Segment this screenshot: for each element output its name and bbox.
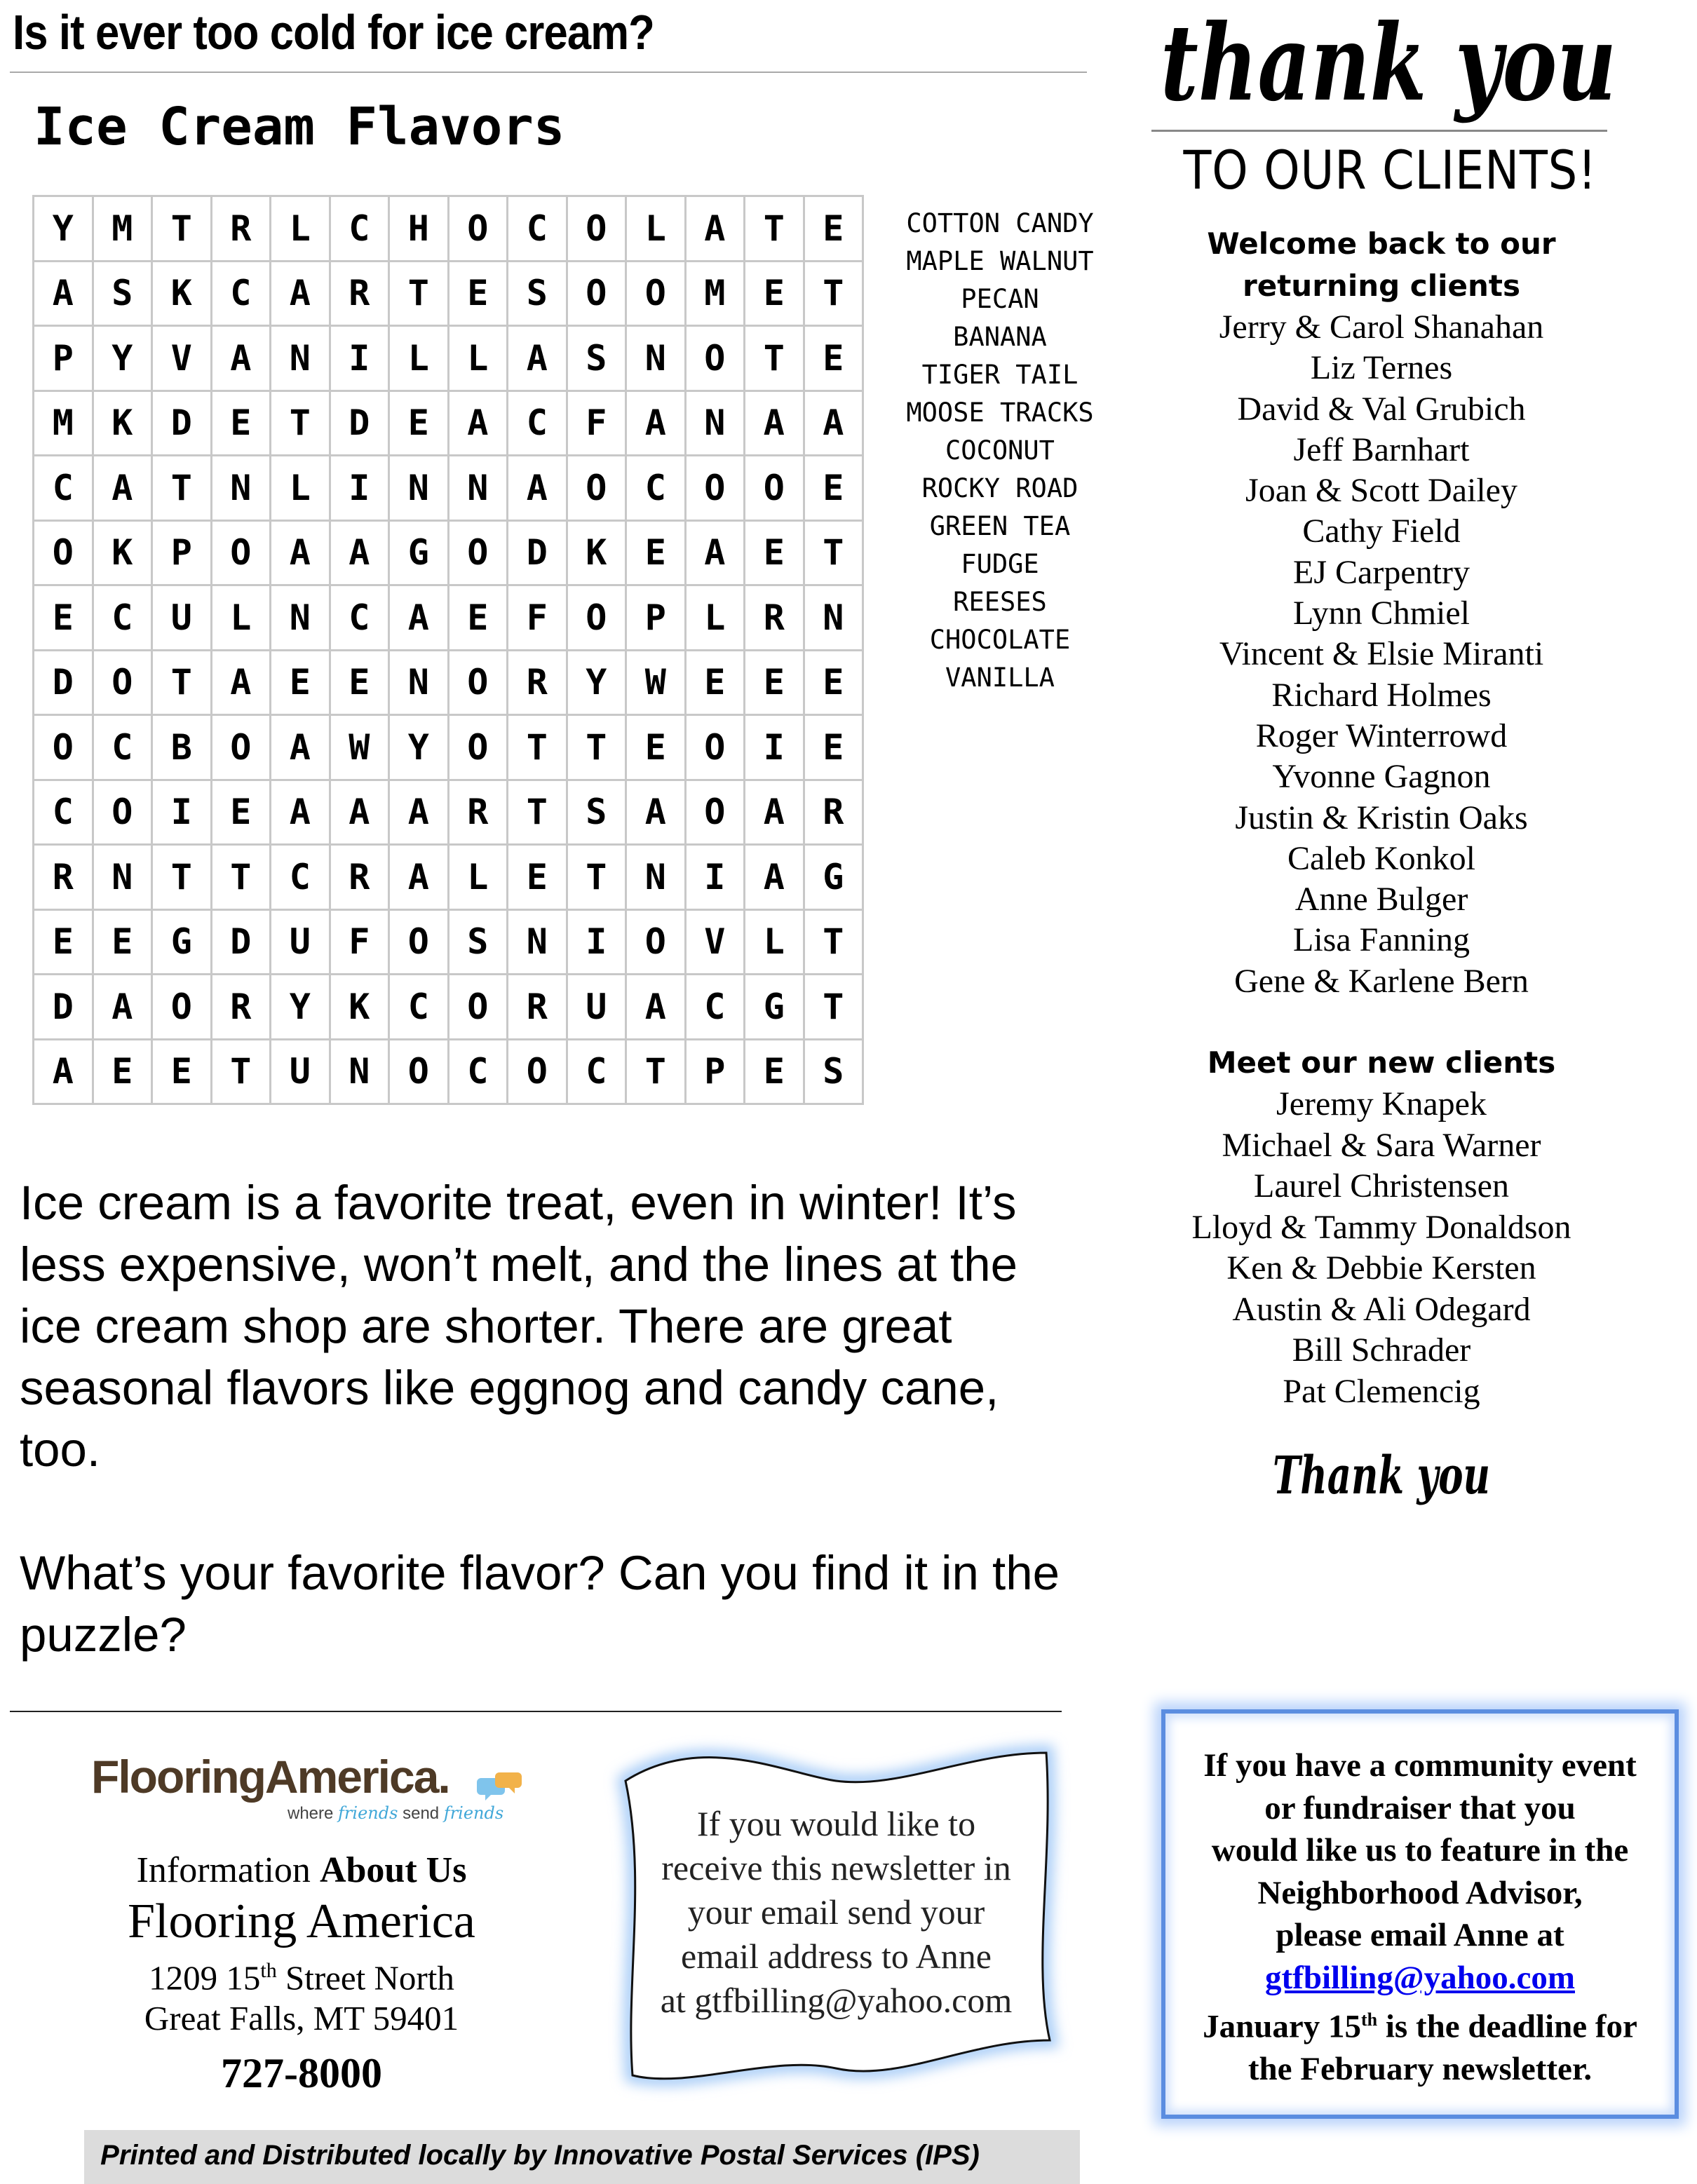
grid-cell: N: [627, 846, 687, 911]
grid-cell: L: [449, 846, 509, 911]
client-name: Justin & Kristin Oaks: [1235, 799, 1528, 836]
grid-cell: I: [331, 327, 391, 392]
grid-cell: O: [745, 456, 805, 522]
client-name: Ken & Debbie Kersten: [1226, 1249, 1536, 1287]
grid-cell: L: [745, 911, 805, 976]
grid-cell: D: [331, 392, 391, 457]
grid-cell: R: [805, 781, 865, 846]
newsletter-note-text: [635, 1802, 1038, 2023]
grid-cell: A: [449, 392, 509, 457]
grid-cell: C: [627, 456, 687, 522]
grid-cell: C: [508, 197, 568, 262]
grid-cell: O: [390, 911, 449, 976]
event-email-link[interactable]: gtfbilling@yahoo.com: [1265, 1959, 1575, 1996]
grid-cell: L: [687, 586, 746, 651]
grid-cell: O: [212, 716, 272, 781]
grid-cell: N: [94, 846, 154, 911]
grid-cell: C: [331, 197, 391, 262]
grid-cell: K: [568, 522, 628, 587]
grid-cell: S: [449, 911, 509, 976]
grid-cell: O: [568, 197, 628, 262]
grid-cell: T: [212, 1040, 272, 1106]
grid-cell: O: [390, 1040, 449, 1106]
grid-cell: A: [34, 262, 94, 327]
grid-cell: E: [508, 846, 568, 911]
grid-cell: E: [331, 651, 391, 717]
grid-cell: O: [34, 716, 94, 781]
note-line: email address to Anne: [681, 1937, 992, 1976]
grid-cell: U: [271, 1040, 331, 1106]
grid-cell: N: [271, 327, 331, 392]
grid-cell: E: [805, 456, 865, 522]
grid-cell: A: [390, 846, 449, 911]
grid-cell: Y: [271, 975, 331, 1040]
grid-cell: A: [627, 781, 687, 846]
grid-cell: N: [212, 456, 272, 522]
grid-cell: N: [331, 1040, 391, 1106]
grid-cell: A: [271, 781, 331, 846]
grid-cell: C: [34, 456, 94, 522]
note-line: receive this newsletter in: [661, 1848, 1011, 1887]
grid-cell: N: [271, 586, 331, 651]
grid-cell: A: [508, 456, 568, 522]
grid-cell: R: [331, 846, 391, 911]
event-line: would like us to feature in the: [1211, 1832, 1629, 1868]
intro-question: What’s your favorite flavor? Can you find it in the puzzle?: [20, 1546, 1060, 1662]
grid-cell: C: [508, 392, 568, 457]
grid-cell: L: [627, 197, 687, 262]
client-name: David & Val Grubich: [1237, 390, 1526, 428]
grid-cell: A: [745, 392, 805, 457]
returning-heading: Welcome back to our: [1207, 226, 1556, 261]
grid-cell: A: [745, 846, 805, 911]
grid-cell: T: [271, 392, 331, 457]
grid-cell: A: [331, 781, 391, 846]
grid-cell: V: [153, 327, 212, 392]
grid-cell: N: [390, 456, 449, 522]
grid-cell: O: [449, 716, 509, 781]
event-deadline: January 15th is the deadline for: [1203, 2008, 1637, 2045]
grid-cell: A: [212, 651, 272, 717]
headline-divider: [10, 72, 1087, 73]
grid-cell: E: [212, 392, 272, 457]
grid-cell: D: [508, 522, 568, 587]
client-name: Jeremy Knapek: [1276, 1085, 1487, 1122]
grid-cell: L: [212, 586, 272, 651]
grid-cell: A: [390, 586, 449, 651]
client-name: Joan & Scott Dailey: [1245, 472, 1517, 510]
grid-cell: C: [94, 586, 154, 651]
grid-cell: T: [153, 651, 212, 717]
business-address-line2: Great Falls, MT 59401: [144, 1999, 459, 2038]
word-item: BANANA: [953, 322, 1047, 352]
grid-cell: N: [687, 392, 746, 457]
grid-cell: O: [687, 716, 746, 781]
event-line: If you have a community event: [1203, 1747, 1637, 1784]
client-name: Pat Clemencig: [1283, 1372, 1480, 1410]
grid-cell: D: [212, 911, 272, 976]
grid-cell: R: [508, 651, 568, 717]
grid-cell: I: [568, 911, 628, 976]
grid-cell: E: [627, 522, 687, 587]
word-item: REESES: [953, 587, 1047, 617]
intro-text: [20, 1172, 1093, 1666]
new-clients-heading: Meet our new clients: [1207, 1045, 1556, 1080]
grid-cell: A: [331, 522, 391, 587]
word-item: MAPLE WALNUT: [906, 246, 1094, 276]
grid-cell: A: [271, 716, 331, 781]
grid-cell: O: [568, 262, 628, 327]
flooring-america-logo: [91, 1750, 540, 1834]
grid-cell: T: [153, 197, 212, 262]
grid-cell: R: [331, 262, 391, 327]
grid-cell: E: [805, 651, 865, 717]
grid-cell: A: [687, 197, 746, 262]
headline: Is it ever too cold for ice cream?: [13, 5, 654, 60]
grid-cell: E: [94, 911, 154, 976]
grid-cell: F: [568, 392, 628, 457]
grid-cell: G: [390, 522, 449, 587]
footer-text: Printed and Distributed locally by Innovative Postal Services (IPS): [100, 2140, 980, 2171]
word-item: CHOCOLATE: [929, 625, 1071, 655]
grid-cell: I: [331, 456, 391, 522]
grid-cell: O: [627, 262, 687, 327]
grid-cell: Y: [34, 197, 94, 262]
new-clients: [1164, 1042, 1599, 1412]
grid-cell: W: [331, 716, 391, 781]
grid-cell: T: [627, 1040, 687, 1106]
grid-cell: S: [805, 1040, 865, 1106]
grid-cell: O: [449, 651, 509, 717]
returning-clients: [1164, 223, 1599, 1002]
grid-cell: T: [745, 327, 805, 392]
grid-cell: L: [449, 327, 509, 392]
thank-you-subtitle: TO OUR CLIENTS!: [1183, 139, 1597, 201]
grid-cell: C: [94, 716, 154, 781]
client-name: Lynn Chmiel: [1293, 595, 1470, 632]
grid-cell: L: [390, 327, 449, 392]
grid-cell: A: [271, 262, 331, 327]
note-line: at gtfbilling@yahoo.com: [660, 1981, 1013, 2020]
business-name: Flooring America: [128, 1894, 475, 1948]
client-name: Vincent & Elsie Miranti: [1219, 635, 1544, 673]
business-phone: 727-8000: [221, 2050, 382, 2097]
grid-cell: R: [449, 781, 509, 846]
grid-cell: O: [687, 327, 746, 392]
grid-cell: S: [568, 327, 628, 392]
client-name: Anne Bulger: [1294, 881, 1468, 918]
grid-cell: O: [449, 975, 509, 1040]
grid-cell: S: [508, 262, 568, 327]
grid-cell: T: [805, 975, 865, 1040]
client-name: Austin & Ali Odegard: [1232, 1290, 1531, 1328]
client-name: Bill Schrader: [1292, 1331, 1471, 1369]
word-item: PECAN: [961, 284, 1039, 314]
grid-cell: Y: [568, 651, 628, 717]
word-item: TIGER TAIL: [921, 360, 1079, 390]
grid-cell: P: [627, 586, 687, 651]
grid-cell: O: [212, 522, 272, 587]
grid-cell: E: [745, 1040, 805, 1106]
grid-cell: C: [212, 262, 272, 327]
grid-cell: E: [153, 1040, 212, 1106]
grid-cell: C: [568, 1040, 628, 1106]
client-name: Yvonne Gagnon: [1272, 758, 1491, 796]
thank-you-closing: [1241, 1437, 1522, 1514]
grid-cell: E: [687, 651, 746, 717]
business-info: [63, 1848, 540, 2105]
grid-cell: A: [271, 522, 331, 587]
grid-cell: E: [449, 262, 509, 327]
grid-cell: R: [508, 975, 568, 1040]
grid-cell: E: [805, 197, 865, 262]
client-name: Gene & Karlene Bern: [1234, 962, 1529, 1000]
event-line: the February newsletter.: [1248, 2051, 1593, 2088]
grid-cell: C: [390, 975, 449, 1040]
grid-cell: O: [687, 781, 746, 846]
grid-cell: G: [745, 975, 805, 1040]
grid-cell: I: [153, 781, 212, 846]
client-name: EJ Carpentry: [1293, 553, 1470, 591]
grid-cell: T: [153, 456, 212, 522]
word-search-title: Ice Cream Flavors: [34, 97, 565, 157]
word-item: VANILLA: [945, 663, 1055, 693]
grid-cell: O: [449, 522, 509, 587]
grid-cell: E: [745, 651, 805, 717]
word-item: FUDGE: [961, 549, 1039, 579]
grid-cell: U: [153, 586, 212, 651]
grid-cell: G: [805, 846, 865, 911]
grid-cell: M: [687, 262, 746, 327]
grid-cell: T: [568, 716, 628, 781]
grid-cell: U: [271, 911, 331, 976]
word-item: GREEN TEA: [929, 511, 1071, 541]
grid-cell: N: [805, 586, 865, 651]
grid-cell: B: [153, 716, 212, 781]
client-name: Liz Ternes: [1310, 349, 1453, 387]
section-divider: [10, 1711, 1062, 1712]
grid-cell: E: [449, 586, 509, 651]
grid-cell: K: [153, 262, 212, 327]
grid-cell: A: [687, 522, 746, 587]
grid-cell: E: [805, 327, 865, 392]
grid-cell: A: [627, 392, 687, 457]
grid-cell: C: [687, 975, 746, 1040]
grid-cell: T: [508, 716, 568, 781]
grid-cell: L: [271, 197, 331, 262]
thank-you-heading: [1143, 1, 1634, 126]
grid-cell: R: [212, 197, 272, 262]
grid-cell: T: [568, 846, 628, 911]
grid-cell: K: [94, 392, 154, 457]
grid-cell: O: [687, 456, 746, 522]
word-search-word-list: [895, 205, 1105, 697]
grid-cell: K: [94, 522, 154, 587]
grid-cell: A: [390, 781, 449, 846]
client-name: Laurel Christensen: [1254, 1167, 1509, 1205]
grid-cell: P: [153, 522, 212, 587]
client-name: Caleb Konkol: [1287, 839, 1475, 877]
grid-cell: N: [627, 327, 687, 392]
grid-cell: A: [94, 975, 154, 1040]
grid-cell: T: [805, 522, 865, 587]
grid-cell: A: [212, 327, 272, 392]
grid-cell: M: [94, 197, 154, 262]
note-line: your email send your: [687, 1892, 985, 1932]
word-item: ROCKY ROAD: [921, 473, 1079, 503]
thank-you-divider: [1151, 130, 1607, 132]
grid-cell: I: [745, 716, 805, 781]
client-name: Michael & Sara Warner: [1222, 1126, 1541, 1164]
grid-cell: T: [805, 262, 865, 327]
client-name: Lloyd & Tammy Donaldson: [1191, 1208, 1571, 1246]
grid-cell: T: [390, 262, 449, 327]
grid-cell: Y: [390, 716, 449, 781]
grid-cell: O: [627, 911, 687, 976]
svg-text:Thank you: Thank you: [1273, 1446, 1490, 1506]
client-name: Cathy Field: [1302, 513, 1461, 550]
grid-cell: F: [508, 586, 568, 651]
grid-cell: W: [627, 651, 687, 717]
logo-tagline: where friends send friends: [288, 1803, 504, 1823]
grid-cell: N: [508, 911, 568, 976]
client-name: Richard Holmes: [1271, 676, 1492, 714]
grid-cell: E: [745, 262, 805, 327]
grid-cell: S: [568, 781, 628, 846]
grid-cell: C: [34, 781, 94, 846]
grid-cell: R: [34, 846, 94, 911]
word-search-grid: [32, 195, 864, 1105]
grid-cell: O: [568, 586, 628, 651]
logo-wordmark: FlooringAmerica.: [91, 1751, 449, 1803]
intro-paragraph: Ice cream is a favorite treat, even in winter! It’s less expensive, won’t melt, and the lines at the ice cream shop are shorter. There are great seasonal flavors like eggnog and candy cane, too.: [20, 1176, 1017, 1477]
grid-cell: T: [153, 846, 212, 911]
grid-cell: A: [627, 975, 687, 1040]
grid-cell: A: [805, 392, 865, 457]
grid-cell: O: [94, 651, 154, 717]
community-event-text: [1170, 1744, 1670, 2091]
event-line: Neighborhood Advisor,: [1257, 1874, 1583, 1911]
grid-cell: C: [271, 846, 331, 911]
grid-cell: C: [449, 1040, 509, 1106]
word-item: COCONUT: [945, 435, 1055, 466]
grid-cell: N: [390, 651, 449, 717]
grid-cell: O: [34, 522, 94, 587]
grid-cell: O: [508, 1040, 568, 1106]
svg-text:thank you: thank you: [1161, 1, 1616, 125]
event-line: please email Anne at: [1276, 1917, 1564, 1953]
note-line: If you would like to: [696, 1804, 976, 1843]
info-label: Information About Us: [136, 1850, 467, 1890]
grid-cell: O: [449, 197, 509, 262]
grid-cell: Y: [94, 327, 154, 392]
client-name: Lisa Fanning: [1293, 921, 1470, 959]
grid-cell: E: [212, 781, 272, 846]
grid-cell: F: [331, 911, 391, 976]
grid-cell: D: [34, 975, 94, 1040]
grid-cell: P: [687, 1040, 746, 1106]
grid-cell: U: [568, 975, 628, 1040]
grid-cell: L: [271, 456, 331, 522]
client-name: Jerry & Carol Shanahan: [1219, 308, 1544, 346]
grid-cell: A: [508, 327, 568, 392]
grid-cell: O: [94, 781, 154, 846]
grid-cell: M: [34, 392, 94, 457]
grid-cell: T: [508, 781, 568, 846]
grid-cell: O: [568, 456, 628, 522]
event-line: or fundraiser that you: [1264, 1789, 1576, 1826]
grid-cell: E: [745, 522, 805, 587]
word-item: MOOSE TRACKS: [906, 398, 1094, 428]
grid-cell: E: [271, 651, 331, 717]
business-address-line1: 1209 15th Street North: [149, 1958, 454, 1998]
grid-cell: E: [390, 392, 449, 457]
grid-cell: E: [627, 716, 687, 781]
grid-cell: N: [449, 456, 509, 522]
grid-cell: I: [687, 846, 746, 911]
grid-cell: S: [94, 262, 154, 327]
grid-cell: O: [153, 975, 212, 1040]
client-name: Jeff Barnhart: [1293, 430, 1470, 468]
grid-cell: R: [212, 975, 272, 1040]
grid-cell: A: [745, 781, 805, 846]
grid-cell: G: [153, 911, 212, 976]
grid-cell: A: [94, 456, 154, 522]
grid-cell: K: [331, 975, 391, 1040]
grid-cell: E: [34, 586, 94, 651]
grid-cell: D: [34, 651, 94, 717]
grid-cell: C: [331, 586, 391, 651]
grid-cell: R: [745, 586, 805, 651]
grid-cell: H: [390, 197, 449, 262]
client-name: Roger Winterrowd: [1255, 717, 1508, 754]
grid-cell: T: [745, 197, 805, 262]
grid-cell: E: [805, 716, 865, 781]
grid-cell: P: [34, 327, 94, 392]
grid-cell: D: [153, 392, 212, 457]
grid-cell: V: [687, 911, 746, 976]
grid-cell: E: [34, 911, 94, 976]
word-item: COTTON CANDY: [906, 208, 1094, 238]
grid-cell: T: [212, 846, 272, 911]
grid-cell: E: [94, 1040, 154, 1106]
grid-cell: A: [34, 1040, 94, 1106]
returning-heading: returning clients: [1243, 269, 1520, 303]
grid-cell: T: [805, 911, 865, 976]
